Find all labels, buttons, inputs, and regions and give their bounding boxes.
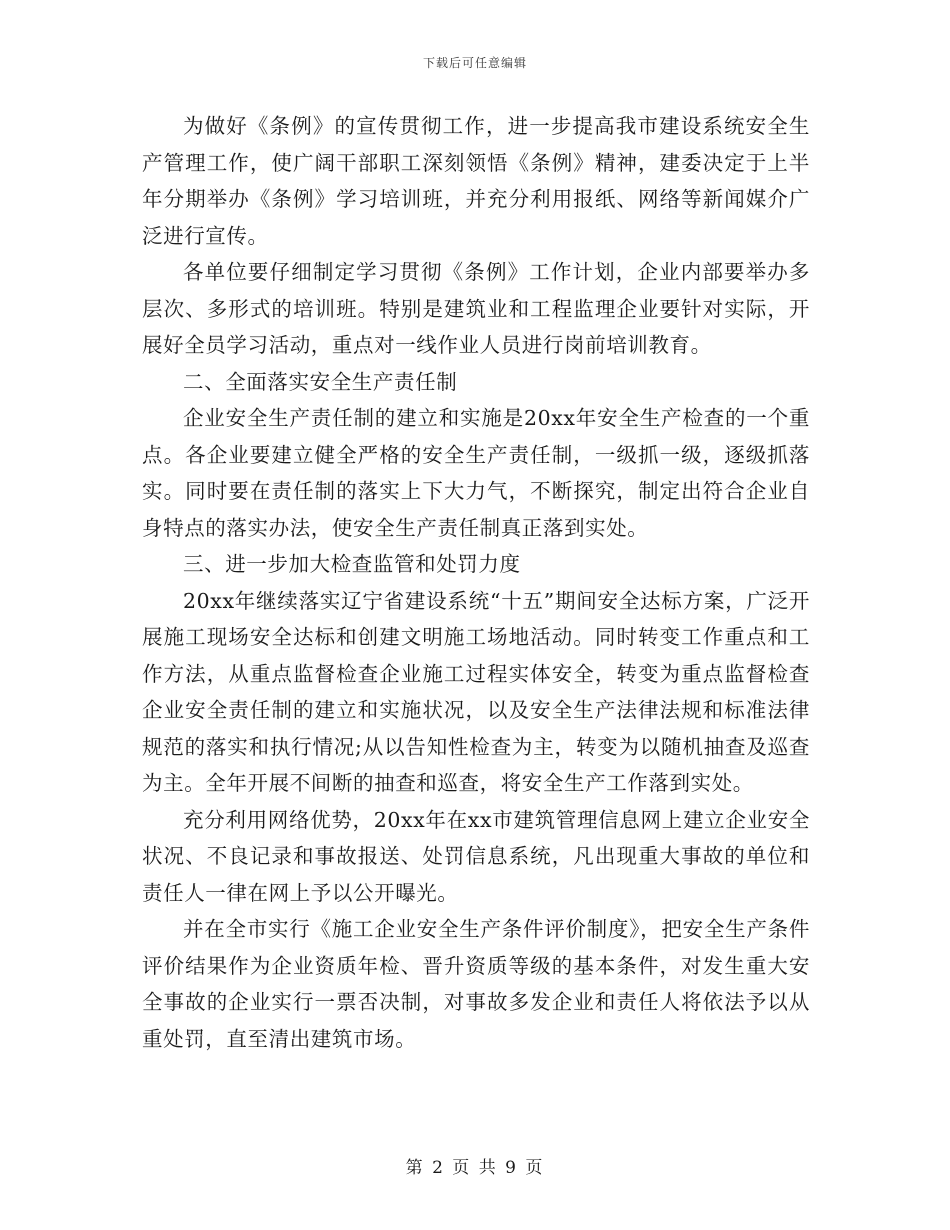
page-number: 第 2 页 共 9 页	[405, 1158, 545, 1178]
paragraph-6: 并在全市实行《施工企业安全生产条件评价制度》，把安全生产条件评价结果作为企业资质年检、晋升资质等级的基本条件，对发生重大安全事故的企业实行一票否决制，对事故多发企业和责任人将依法予以从重处罚，直至清出建筑市场。	[142, 917, 810, 1051]
page-header-note: 下载后可任意编辑	[422, 56, 527, 70]
paragraph-3: 企业安全生产责任制的建立和实施是20xx年安全生产检查的一个重点。各企业要建立健全严格的安全生产责任制，一级抓一级，逐级抓落实。同时要在责任制的落实上下大力气，不断探究，制定出符合企业自身特点的落实办法，使安全生产责任制真正落到实处。	[142, 406, 810, 540]
paragraph-1: 为做好《条例》的宣传贯彻工作，进一步提高我市建设系统安全生产管理工作，使广阔干部职工深刻领悟《条例》精神，建委决定于上半年分期举办《条例》学习培训班，并充分利用报纸、网络等新闻媒介广泛进行宣传。	[142, 114, 810, 248]
section-heading-2: 二、全面落实安全生产责任制	[183, 369, 458, 394]
document-body	[142, 108, 810, 1057]
paragraph-4: 20xx年继续落实辽宁省建设系统“十五”期间安全达标方案，广泛开展施工现场安全达标和创建文明施工场地活动。同时转变工作重点和工作方法，从重点监督检查企业施工过程实体安全，转变为重点监督检查企业安全责任制的建立和实施状况，以及安全生产法律法规和标准法律规范的落实和执行情况;从以告知性检查为主，转变为以随机抽查及巡查为主。全年开展不间断的抽查和巡查，将安全生产工作落到实处。	[142, 588, 810, 795]
paragraph-5: 充分利用网络优势，20xx年在xx市建筑管理信息网上建立企业安全状况、不良记录和事故报送、处罚信息系统，凡出现重大事故的单位和责任人一律在网上予以公开曝光。	[142, 807, 810, 905]
section-heading-3: 三、进一步加大检查监管和处罚力度	[183, 552, 521, 576]
paragraph-2: 各单位要仔细制定学习贯彻《条例》工作计划，企业内部要举办多层次、多形式的培训班。特别是建筑业和工程监理企业要针对实际，开展好全员学习活动，重点对一线作业人员进行岗前培训教育。	[142, 260, 810, 357]
